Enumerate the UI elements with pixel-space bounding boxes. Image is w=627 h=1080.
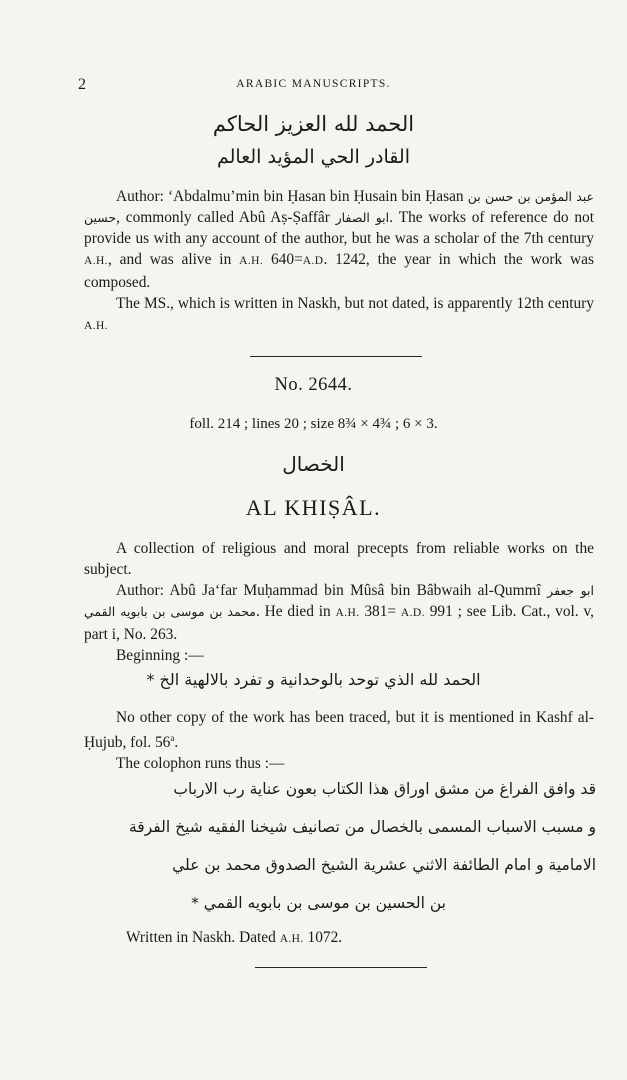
no-other-copy-text: No other copy of the work has been traced, but it is mentioned in Kashf al-Ḥujub, fol. 56 [84, 709, 594, 752]
no-other-copy-paragraph: No other copy of the work has been traced, but it is mentioned in Kashf al-Ḥujub, fol. 56$^a$. [84, 709, 594, 752]
entry2-ah: A.H. [335, 607, 360, 619]
entry1-author-name: ‘Abdalmu’min bin Ḥasan bin Ḥusain bin Ḥasan [168, 188, 464, 205]
colophon-line: الامامية و امام الطائفة الاثني عشرية الشيخ الصدوق محمد بن علي [172, 856, 596, 874]
arabic-title: الخصال [282, 452, 345, 476]
entry2-died-ad: 991 ; see Lib. Cat., vol. v, part i, No. 263. [84, 603, 594, 643]
entry2-author-paragraph: Author: Abû Ja‘far Muḥammad bin Mûsâ bin Bâbwaih al-Qummî ابو جعفر محمد بن موسى بن بابويه القمي. He died in A.H. 381= A.D. 991 ; see Lib. Cat., vol. v, part i, No. 263. [84, 582, 594, 643]
divider-rule-2 [255, 967, 427, 968]
divider-rule-1 [250, 356, 422, 357]
colophon-line: قد وافق الفراغ من مشق اوراق هذا الكتاب بعون عناية رب الارباب [173, 780, 596, 798]
entry1-author-arabic: عبد المؤمن بن حسن بن حسين [84, 189, 594, 225]
entry2-ad: A.D. [400, 607, 425, 619]
colophon-line: و مسبب الاسباب المسمى بالخصال من تصانيف شيخنا الفقيه شيخ الفرقة [129, 818, 596, 836]
folio-details: foll. 214 ; lines 20 ; size 8¾ × 4¾ ; 6 × 3. [189, 416, 438, 432]
arabic-heading-line-1: الحمد لله العزيز الحاكم [212, 112, 415, 136]
folio-superscript: a [170, 733, 175, 743]
entry1-text [84, 186, 594, 337]
entry2-text [84, 538, 594, 666]
written-text: Written in Naskh. Dated [126, 929, 280, 946]
entry2-author-name: Abû Ja‘far Muḥammad bin Mûsâ bin Bâbwaih al-Qummî [169, 582, 541, 599]
written-note [126, 929, 342, 947]
colophon-label: The colophon runs thus :— [116, 755, 285, 773]
entry2-beginning-label: Beginning :— [116, 647, 204, 664]
entry1-date-a: 640 [270, 251, 295, 268]
written-ah: A.H. [279, 933, 304, 945]
entry1-called-arabic: ابو الصفار [335, 210, 390, 225]
entry2-author-label: Author [116, 582, 160, 599]
entry2-author-arabic: ابو جعفر محمد بن موسى بن بابويه القمي [84, 583, 594, 619]
arabic-heading-line-2: القادر الحي المؤيد العالم [217, 146, 410, 168]
entry1-date-b: . 1242, the year in which the work was composed. [84, 251, 594, 291]
entry1-ms-text: The MS., which is written in Naskh, but not dated, is apparently 12th century [116, 295, 594, 312]
colophon-text [84, 770, 596, 922]
entry-number: No. 2644. [274, 375, 353, 395]
written-year: 1072. [307, 929, 343, 946]
entry1-ah-1: A.H. [84, 255, 108, 267]
entry1-author-paragraph: Author: ‘Abdalmu’min bin Ḥasan bin Ḥusain bin Ḥasan عبد المؤمن بن حسن بن حسين, commonly called Abû Aṣ-Ṣaffâr ابو الصفار. The works of reference do not provide us with any account of the author, but he was a scholar of the 7th century A.H., and was alive in A.H. 640=A.D. 1242, the year in which the work was composed. [84, 188, 594, 291]
entry1-reference-text: . The works of reference do not provide us with any account of the author, but he was a scholar of the 7th century [84, 209, 594, 247]
page-number: 2 [78, 76, 86, 93]
running-title: ARABIC MANUSCRIPTS. [236, 78, 391, 90]
entry1-ms-paragraph [84, 293, 594, 337]
entry2-died-text: . He died in [255, 603, 336, 620]
entry1-ad: A.D [302, 255, 324, 267]
entry1-date-text-1: , and was alive in [107, 251, 240, 268]
entry2-description: A collection of religious and moral precepts from reliable works on the subject. [84, 540, 594, 578]
colophon-line: بن الحسين بن موسى بن بابويه القمي * [191, 894, 446, 912]
running-head [0, 76, 627, 96]
entry2-died-year: 381 [364, 603, 388, 620]
work-title: AL KHIṢÂL. [245, 495, 382, 520]
entry1-ah-2: A.H. [239, 255, 264, 267]
entry1-called-text: , commonly called Abû Aṣ-Ṣaffâr [116, 209, 330, 226]
beginning-arabic: الحمد لله الذي توحد بالوحدانية و تفرد بالالهية الخ * [146, 670, 481, 689]
entry1-ah-3: A.H. [84, 320, 108, 332]
entry2-notes [84, 707, 594, 774]
entry1-author-label: Author [116, 188, 160, 205]
